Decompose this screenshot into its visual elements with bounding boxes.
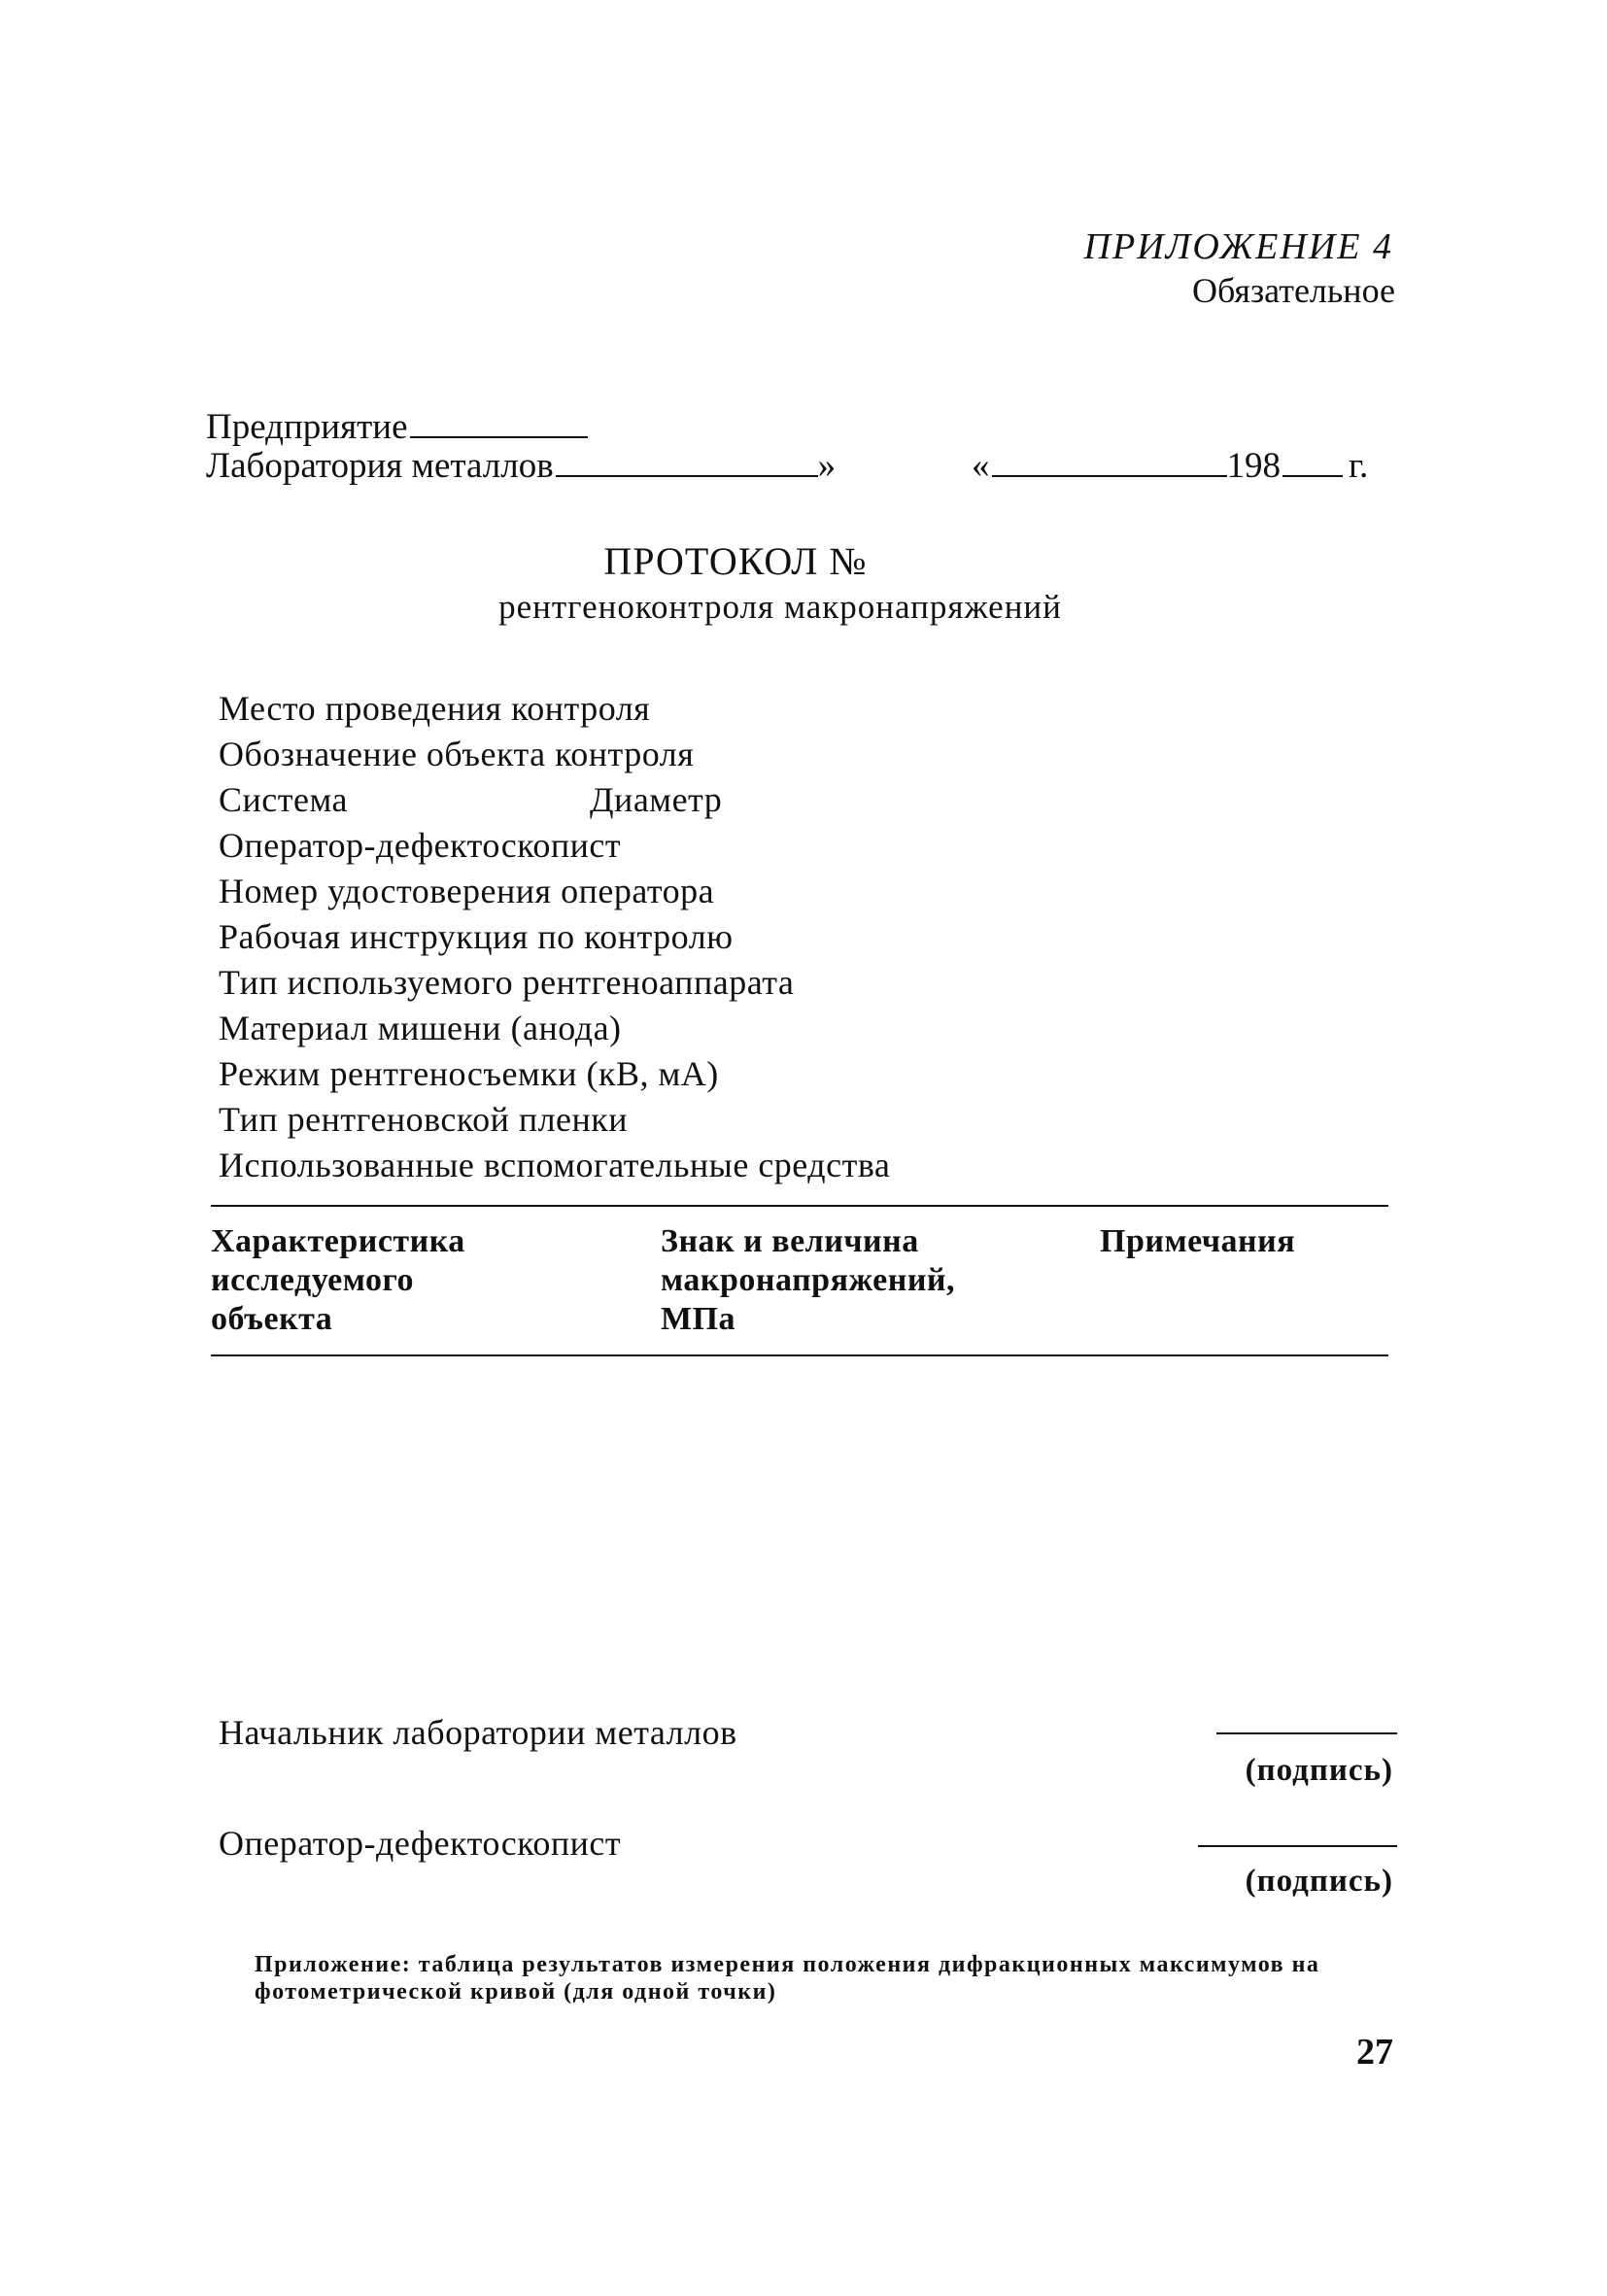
field-object-designation: Обозначение объекта контроля bbox=[219, 735, 695, 773]
date-suffix: г. bbox=[1349, 446, 1369, 486]
field-work-instruction: Рабочая инструкция по контролю bbox=[219, 917, 734, 956]
table-header-notes: Примечания bbox=[1100, 1223, 1296, 1259]
operator-signature-line bbox=[1198, 1845, 1397, 1847]
appendix-subtitle: Обязательное bbox=[1191, 271, 1395, 310]
operator-label: Оператор-дефектоскопист bbox=[219, 1824, 622, 1863]
protocol-fields bbox=[219, 686, 890, 1188]
field-target-material: Материал мишени (анода) bbox=[219, 1009, 622, 1047]
appendix-note: Приложение: таблица результатов измерения положения дифракционных максимумов на фотометрической кривой (для одной точки) bbox=[255, 1952, 1320, 2005]
date-year-blank bbox=[1282, 474, 1343, 477]
table-header-object-characteristic: Характеристика исследуемого объекта bbox=[211, 1223, 465, 1337]
field-film-type: Тип рентгеновской пленки bbox=[219, 1100, 629, 1139]
lab-head-label: Начальник лаборатории металлов bbox=[219, 1713, 737, 1752]
field-system: Система bbox=[219, 780, 348, 819]
field-xray-apparatus-type: Тип используемого рентгеноаппарата bbox=[219, 963, 795, 1002]
table-bottom-rule bbox=[211, 1354, 1388, 1356]
table-header-stress-value: Знак и величина макронапряжений, МПа bbox=[661, 1223, 956, 1337]
date-line bbox=[972, 445, 1368, 487]
laboratory-blank bbox=[556, 474, 818, 477]
date-year: 198 bbox=[1226, 446, 1281, 486]
page-number: 27 bbox=[1356, 2032, 1393, 2073]
protocol-title: ПРОТОКОЛ № bbox=[603, 539, 868, 583]
enterprise-label: Предприятие bbox=[206, 407, 408, 447]
field-xray-mode: Режим рентгеносъемки (кВ, мА) bbox=[219, 1054, 719, 1093]
field-auxiliary-means: Использованные вспомогательные средства bbox=[219, 1146, 891, 1184]
field-diameter: Диаметр bbox=[590, 780, 723, 819]
table-top-rule bbox=[211, 1205, 1388, 1207]
protocol-subtitle: рентгеноконтроля макронапряжений bbox=[498, 588, 1062, 626]
enterprise-line bbox=[206, 406, 588, 448]
operator-signature-caption: (подпись) bbox=[1245, 1864, 1393, 1899]
appendix-title: ПРИЛОЖЕНИЕ 4 bbox=[1083, 226, 1393, 267]
laboratory-line bbox=[206, 445, 836, 487]
date-day-month-blank bbox=[992, 474, 1227, 477]
enterprise-blank bbox=[410, 435, 588, 438]
laboratory-quote-close: » bbox=[817, 446, 837, 486]
lab-head-signature-caption: (подпись) bbox=[1245, 1753, 1393, 1788]
field-system-diameter bbox=[219, 777, 890, 823]
field-operator: Оператор-дефектоскопист bbox=[219, 826, 622, 865]
field-place: Место проведения контроля bbox=[219, 689, 651, 728]
laboratory-label: Лаборатория металлов bbox=[206, 446, 554, 486]
date-quote-open: « bbox=[972, 446, 990, 486]
lab-head-signature-line bbox=[1216, 1732, 1397, 1734]
field-certificate-number: Номер удостоверения оператора bbox=[219, 872, 715, 910]
